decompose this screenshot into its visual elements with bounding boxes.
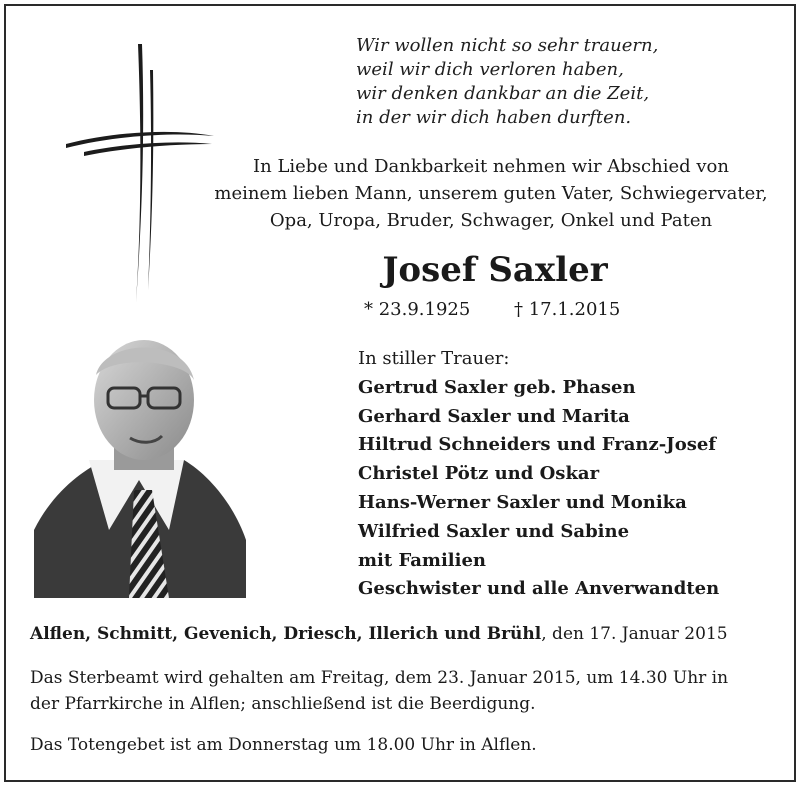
intro-text	[196, 153, 786, 234]
place-and-date	[30, 621, 780, 647]
funeral-line: der Pfarrkirche in Alflen; anschließend ist die Beerdigung.	[30, 694, 536, 714]
mourner-name: Wilfried Saxler und Sabine	[358, 520, 630, 542]
birth-date: * 23.9.1925	[364, 299, 471, 320]
places: Alflen, Schmitt, Gevenich, Driesch, Illerich und Brühl	[30, 624, 542, 644]
mourner-name: Christel Pötz und Oskar	[358, 463, 600, 485]
mourners-heading: In stiller Trauer:	[358, 348, 510, 369]
funeral-line: Das Sterbeamt wird gehalten am Freitag, dem 23. Januar 2015, um 14.30 Uhr in	[30, 668, 729, 688]
intro-line: meinem lieben Mann, unserem guten Vater, Schwiegervater,	[214, 183, 768, 204]
poem-line: Wir wollen nicht so sehr trauern,	[356, 35, 659, 56]
notice-date: , den 17. Januar 2015	[541, 624, 728, 644]
life-dates	[364, 298, 644, 322]
poem	[356, 34, 776, 130]
deceased-name: Josef Saxler	[382, 250, 608, 290]
poem-line: in der wir dich haben durften.	[356, 107, 632, 128]
prayer-info: Das Totengebet ist am Donnerstag um 18.00 Uhr in Alflen.	[30, 735, 537, 755]
mourners-list	[358, 345, 778, 604]
portrait-illustration	[34, 330, 246, 598]
funeral-info	[30, 665, 780, 717]
mourner-name: Hiltrud Schneiders und Franz-Josef	[358, 434, 717, 456]
intro-line: Opa, Uropa, Bruder, Schwager, Onkel und Paten	[269, 210, 713, 231]
poem-line: wir denken dankbar an die Zeit,	[356, 83, 650, 104]
mourner-name: Gerhard Saxler und Marita	[358, 405, 630, 427]
poem-line: weil wir dich verloren haben,	[356, 59, 624, 80]
mourner-name: mit Familien	[358, 549, 487, 571]
death-date: † 17.1.2015	[514, 299, 621, 320]
portrait-photo	[34, 330, 246, 598]
mourner-name: Geschwister und alle Anverwandten	[358, 578, 720, 600]
mourner-name: Hans-Werner Saxler und Monika	[358, 491, 687, 513]
mourner-name: Gertrud Saxler geb. Phasen	[358, 376, 636, 398]
intro-line: In Liebe und Dankbarkeit nehmen wir Abschied von	[253, 156, 729, 177]
